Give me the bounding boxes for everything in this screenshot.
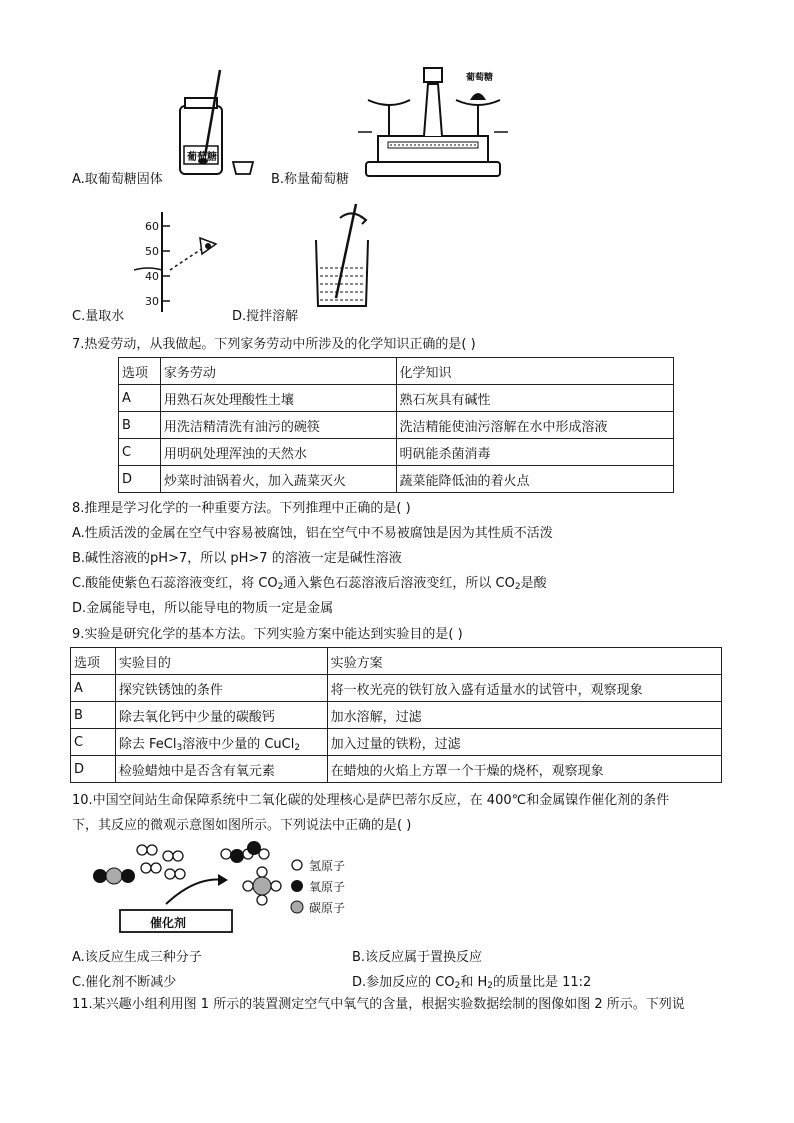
q8-option-b: B.碱性溶液的pH>7，所以 pH>7 的溶液一定是碱性溶液	[72, 551, 402, 566]
table-cell: 检验蜡烛中是否含有氧元素	[115, 756, 327, 783]
figure-d-caption: D.搅拌溶解	[232, 309, 299, 324]
cyl-tick-30: 30	[145, 295, 159, 308]
table-cell: 明矾能杀菌消毒	[396, 439, 673, 466]
figure-b-caption: B.称量葡萄糖	[271, 172, 350, 187]
table-cell: 用明矾处理浑浊的天然水	[160, 439, 396, 466]
table-cell: 熟石灰具有碱性	[396, 385, 673, 412]
table-cell: 加入过量的铁粉，过滤	[327, 729, 721, 756]
balance-pan-label: 葡萄糖	[466, 73, 494, 83]
table-cell: 在蜡烛的火焰上方罩一个干燥的烧杯，观察现象	[327, 756, 721, 783]
q8-stem: 8.推理是学习化学的一种重要方法。下列推理中正确的是( )	[72, 501, 411, 516]
table-cell: C	[71, 729, 116, 756]
q8-option-d: D.金属能导电，所以能导电的物质一定是金属	[72, 601, 334, 616]
q7-header-knowledge: 化学知识	[396, 358, 673, 385]
table-cell: B	[71, 702, 116, 729]
cyl-tick-60: 60	[145, 220, 159, 233]
q9-header-option: 选项	[71, 648, 116, 675]
figure-c-caption: C.量取水	[72, 309, 125, 324]
q9-header-purpose: 实验目的	[115, 648, 327, 675]
table-cell: D	[71, 756, 116, 783]
legend-oxygen-icon	[290, 879, 304, 893]
bottle-label: 葡萄糖	[187, 152, 217, 163]
q7-table	[118, 357, 674, 493]
q7-header-chore: 家务劳动	[160, 358, 396, 385]
table-row	[71, 729, 722, 756]
q10-option-a: A.该反应生成三种分子	[72, 950, 202, 965]
legend-carbon: 碳原子	[309, 901, 346, 915]
table-row	[71, 756, 722, 783]
figure-d-beaker	[308, 198, 378, 310]
q11-stem: 11.某兴趣小组利用图 1 所示的装置测定空气中氧气的含量，根据实验数据绘制的图像如图 2 所示。下列说	[72, 997, 685, 1012]
q8-option-c: C.酸能使紫色石蕊溶液变红，将 $CO_2$通入紫色石蕊溶液后溶液变红，所以 $CO_2$是酸	[72, 576, 547, 592]
table-cell: 除去氧化钙中少量的碳酸钙	[115, 702, 327, 729]
q10-option-d: D.参加反应的 $CO_2$和 $H_2$的质量比是 11:2	[352, 975, 592, 991]
q10-option-b: B.该反应属于置换反应	[352, 950, 483, 965]
q9-stem: 9.实验是研究化学的基本方法。下列实验方案中能达到实验目的是( )	[72, 627, 463, 642]
table-cell: 蔬菜能降低油的着火点	[396, 466, 673, 493]
table-row	[119, 412, 674, 439]
table-cell: 除去 FeCl$_3$溶液中少量的 CuCl$_2$	[115, 729, 327, 756]
table-cell: 探究铁锈蚀的条件	[115, 675, 327, 702]
legend-oxygen: 氧原子	[309, 880, 346, 894]
table-cell: A	[119, 385, 161, 412]
legend-carbon-icon	[290, 900, 304, 914]
table-cell: D	[119, 466, 161, 493]
figure-a-caption: A.取葡萄糖固体	[72, 172, 163, 187]
table-cell: 将一枚光亮的铁钉放入盛有适量水的试管中，观察现象	[327, 675, 721, 702]
table-cell: 用熟石灰处理酸性土壤	[160, 385, 396, 412]
table-cell: 加水溶解，过滤	[327, 702, 721, 729]
catalyst-label: 催化剂	[150, 916, 187, 930]
table-row	[119, 385, 674, 412]
q10-stem-2: 下，其反应的微观示意图如图所示。下列说法中正确的是( )	[72, 818, 412, 833]
legend-hydrogen-icon	[290, 858, 304, 872]
cyl-tick-50: 50	[145, 245, 159, 258]
q9-table	[70, 647, 722, 783]
table-row	[71, 675, 722, 702]
table-cell: C	[119, 439, 161, 466]
table-cell: B	[119, 412, 161, 439]
q9-header-plan: 实验方案	[327, 648, 721, 675]
q10-option-c: C.催化剂不断减少	[72, 975, 177, 990]
table-row	[119, 439, 674, 466]
q7-stem: 7.热爱劳动，从我做起。下列家务劳动中所涉及的化学知识正确的是( )	[72, 337, 476, 352]
table-row	[71, 702, 722, 729]
table-cell: 洗洁精能使油污溶解在水中形成溶液	[396, 412, 673, 439]
q8-option-a: A.性质活泼的金属在空气中容易被腐蚀，铝在空气中不易被腐蚀是因为其性质不活泼	[72, 526, 553, 541]
cyl-tick-40: 40	[145, 270, 159, 283]
q10-stem-1: 10.中国空间站生命保障系统中二氧化碳的处理核心是萨巴蒂尔反应，在 400℃和金属镍作催化剂的条件	[72, 793, 670, 808]
table-row	[119, 466, 674, 493]
table-cell: 用洗洁精清洗有油污的碗筷	[160, 412, 396, 439]
q7-header-option: 选项	[119, 358, 161, 385]
table-row	[71, 648, 722, 675]
table-row	[119, 358, 674, 385]
table-cell: 炒菜时油锅着火，加入蔬菜灭火	[160, 466, 396, 493]
table-cell: A	[71, 675, 116, 702]
legend-hydrogen: 氢原子	[309, 859, 346, 873]
